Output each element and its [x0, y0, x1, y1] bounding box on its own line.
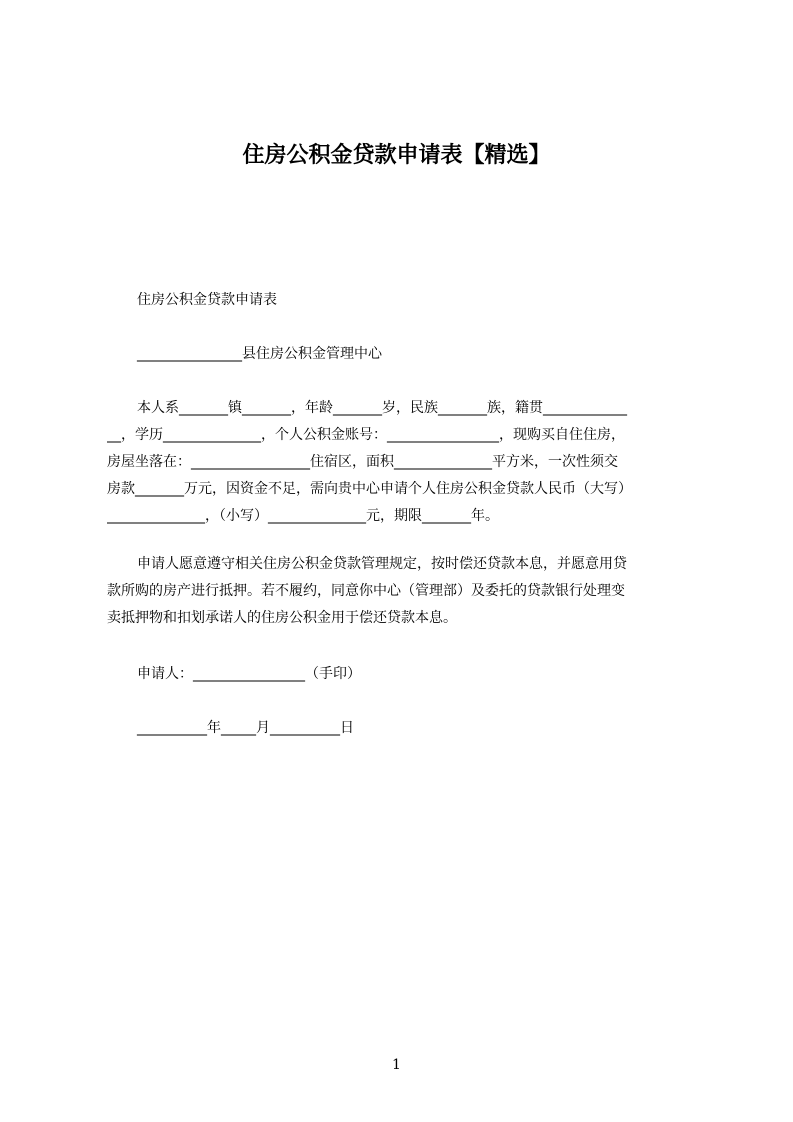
- document-title: 住房公积金贷款申请表【精选】: [242, 143, 551, 168]
- addressee-line: _______________县住房公积金管理中心: [137, 346, 382, 362]
- paragraph-line: 本人系_______镇_______，年龄_______岁，民族_______族，籍贯____________: [137, 400, 627, 416]
- paragraph-line: 卖抵押物和扣划承诺人的住房公积金用于偿还贷款本息。: [107, 610, 457, 626]
- paragraph-line: 房款_______万元，因资金不足，需向贵中心申请个人住房公积金贷款人民币（大写）: [107, 481, 632, 497]
- date-line: __________年_____月__________日: [137, 720, 354, 736]
- applicant-details-paragraph: [107, 399, 707, 534]
- page-number: 1: [392, 1057, 401, 1073]
- form-subtitle: 住房公积金贷款申请表: [137, 292, 277, 308]
- paragraph-line: ______________，（小写）______________元，期限_______年。: [107, 508, 499, 524]
- paragraph-line: 申请人愿意遵守相关住房公积金贷款管理规定，按时偿还贷款本息，并愿意用贷: [137, 556, 627, 572]
- paragraph-line: __，学历______________，个人公积金账号：________________，现购买自住住房，: [107, 427, 625, 443]
- paragraph-line: 房屋坐落在：_________________住宿区，面积______________平方米，一次性须交: [107, 454, 618, 470]
- applicant-signature-line: 申请人：________________（手印）: [137, 666, 361, 682]
- pledge-paragraph: [107, 555, 707, 636]
- paragraph-line: 款所购的房产进行抵押。若不履约，同意你中心（管理部）及委托的贷款银行处理变: [107, 583, 625, 599]
